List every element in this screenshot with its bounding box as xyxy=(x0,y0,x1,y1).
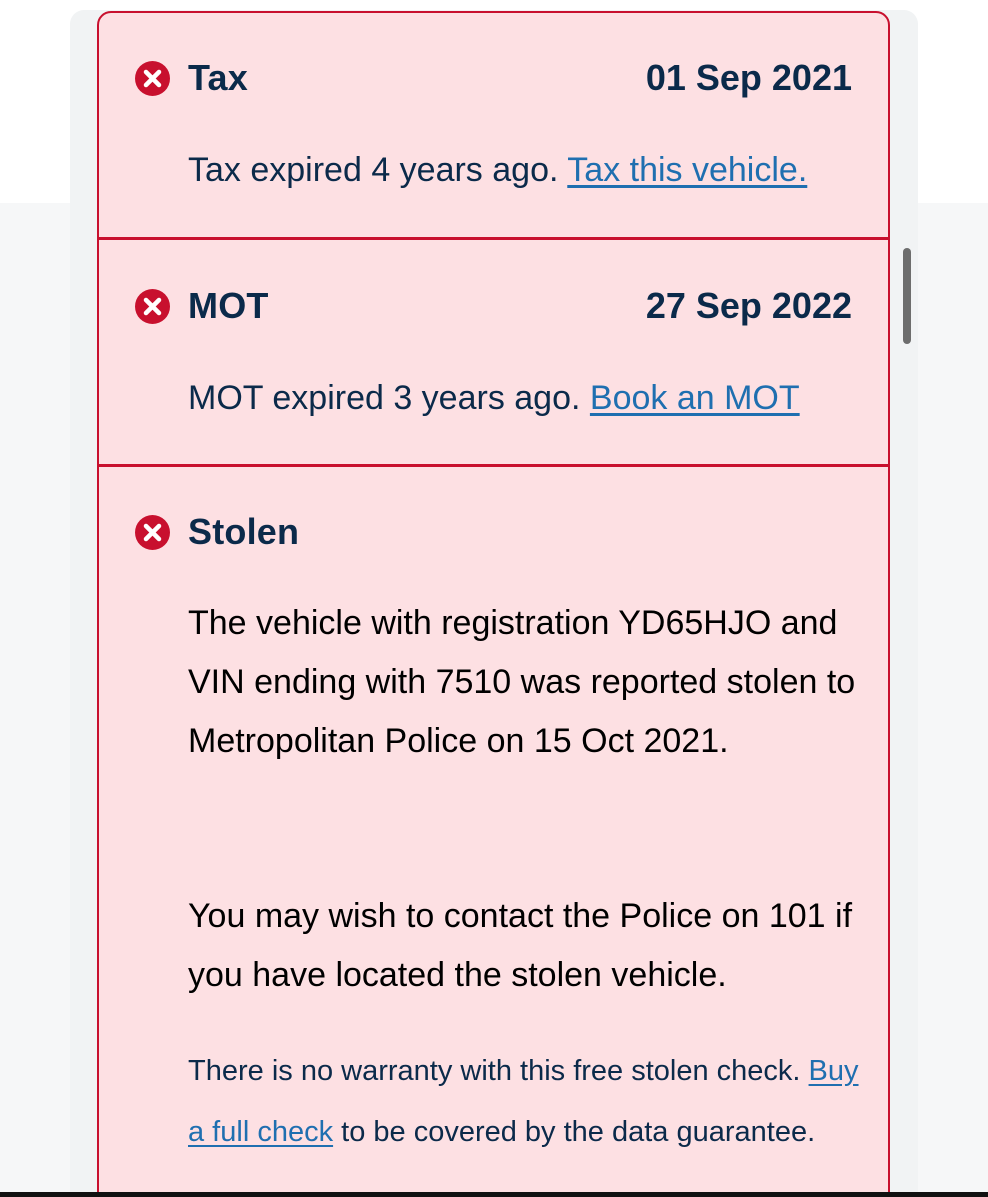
stolen-report-text: The vehicle with registration YD65HJO and VIN ending with 7510 was reported stolen to Metropolitan Police on 15 Oct 2021. xyxy=(188,604,856,760)
book-mot-link[interactable]: Book an MOT xyxy=(589,379,800,417)
error-cross-icon xyxy=(135,61,170,96)
bottom-edge xyxy=(0,1192,988,1197)
data-guarantee-text: to be covered by the data guarantee. xyxy=(341,1116,816,1148)
warranty-text: There is no warranty with this free stolen check. xyxy=(188,1055,801,1087)
tax-title: Tax xyxy=(188,57,248,98)
mot-title-group xyxy=(135,285,269,327)
tax-status xyxy=(188,151,807,190)
tax-section xyxy=(99,13,888,240)
tax-header xyxy=(135,57,852,99)
contact-police-text: You may wish to contact the Police on 101 if you have located the stolen vehicle. xyxy=(188,897,853,994)
mot-status xyxy=(188,379,800,418)
tax-title-group xyxy=(135,57,248,99)
stolen-title-group xyxy=(135,511,299,553)
mot-date: 27 Sep 2022 xyxy=(645,285,852,326)
mot-status-text: MOT expired 3 years ago. xyxy=(188,379,581,417)
tax-date: 01 Sep 2021 xyxy=(645,57,852,98)
tax-status-text: Tax expired 4 years ago. xyxy=(188,151,559,189)
stolen-header xyxy=(135,511,852,553)
tax-vehicle-link[interactable]: Tax this vehicle. xyxy=(567,151,808,189)
mot-title: MOT xyxy=(188,285,269,326)
scrollbar-thumb[interactable] xyxy=(903,248,911,344)
buy-full-check-link[interactable]: Buy a full check xyxy=(188,1055,859,1148)
mot-header xyxy=(135,285,852,327)
stolen-title: Stolen xyxy=(188,511,300,552)
error-cross-icon xyxy=(135,515,170,550)
mot-section xyxy=(99,240,888,467)
warranty-notice xyxy=(188,1041,868,1163)
vehicle-status-card xyxy=(97,11,890,1197)
error-cross-icon xyxy=(135,289,170,324)
